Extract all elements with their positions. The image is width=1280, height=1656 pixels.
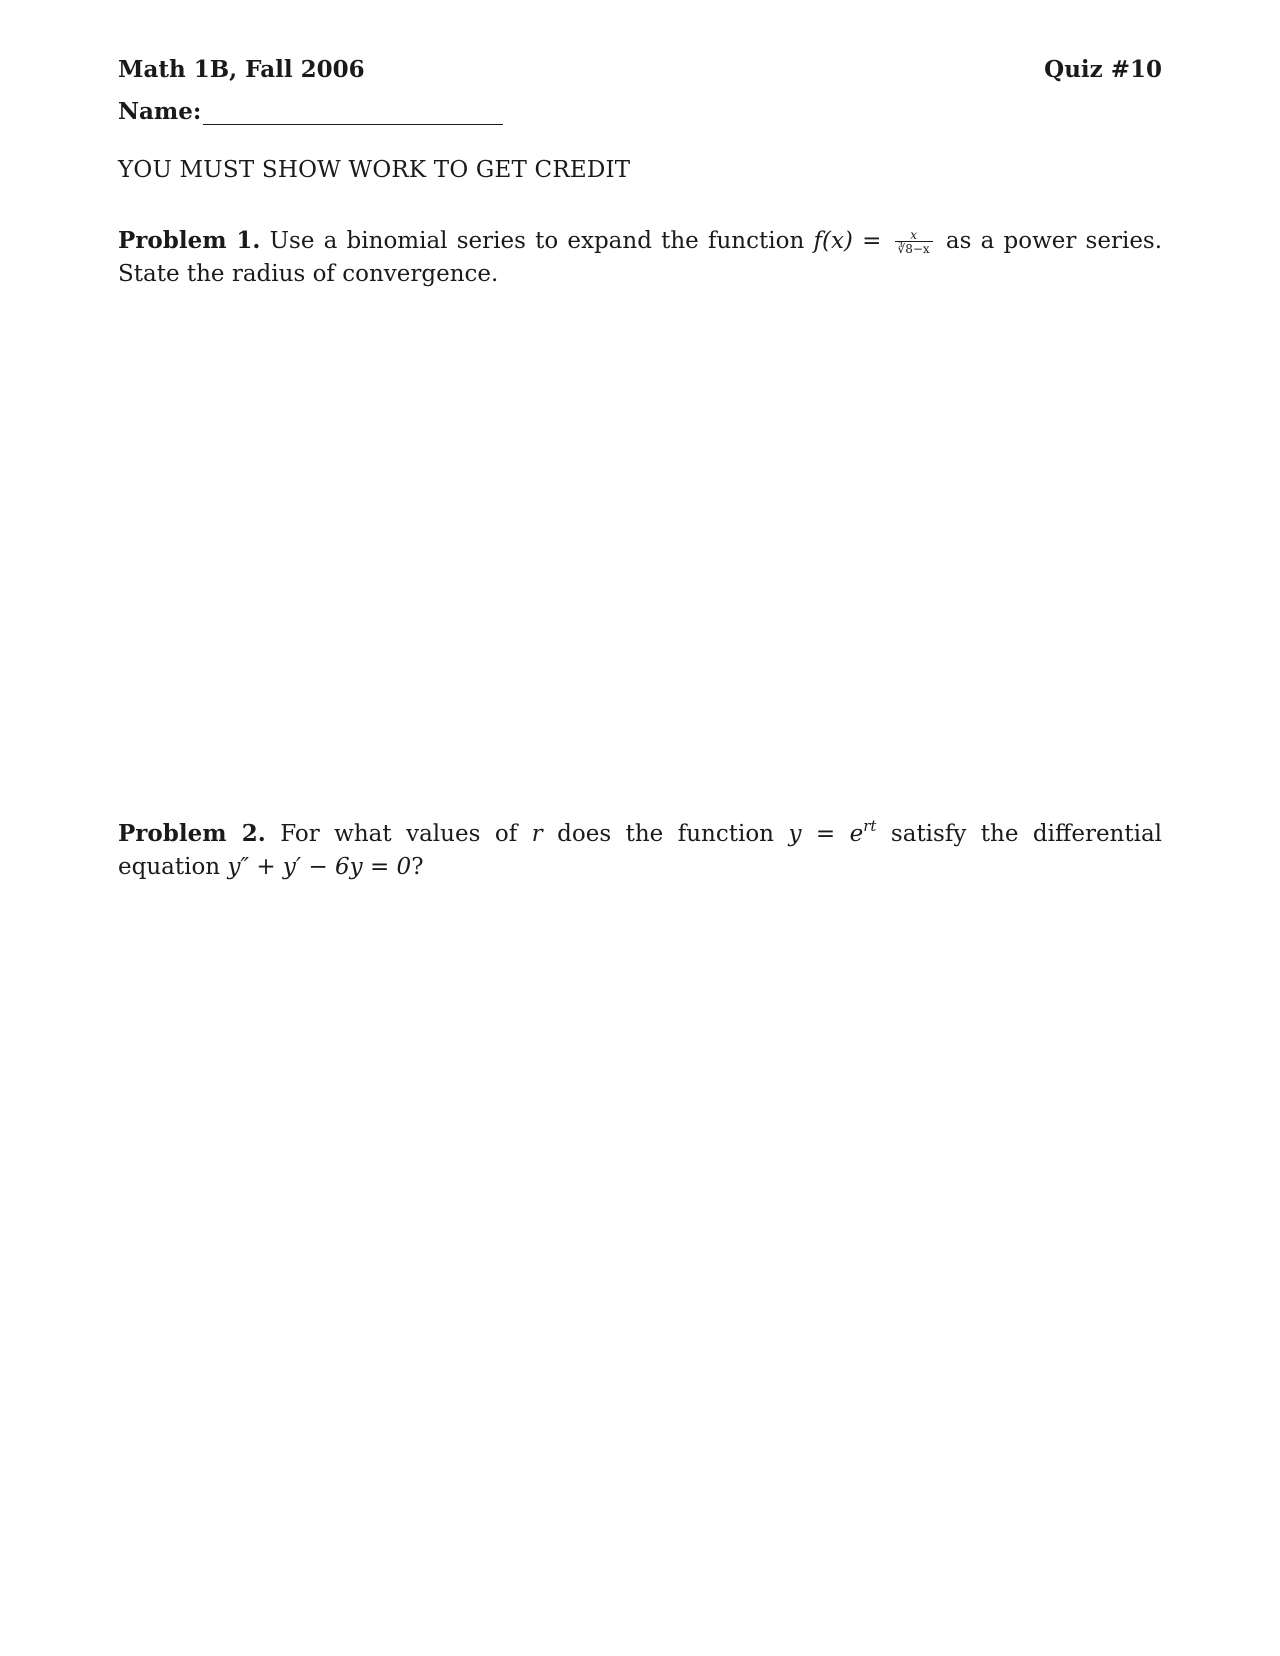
- problem-2-text-a: For what values of: [280, 821, 518, 847]
- problem-1-function: f(x) =: [813, 228, 882, 254]
- problem-1-text-b: as a power series. State the radius of convergence.: [118, 228, 1163, 287]
- fraction-numerator: x: [895, 229, 933, 242]
- course-title: Math 1B, Fall 2006: [118, 56, 365, 83]
- problem-2-text-d: ?: [411, 854, 424, 880]
- problem-1-fraction: [895, 229, 933, 255]
- problem-2-var-r: r: [531, 821, 543, 847]
- problem-2-ode: y″ + y′ − 6y = 0: [227, 854, 412, 880]
- problem-1-text-a: Use a binomial series to expand the function: [269, 228, 805, 254]
- problem-2-equation: [788, 817, 877, 847]
- equation-exponent: rt: [863, 817, 877, 835]
- problem-2-label: Problem 2.: [118, 820, 266, 847]
- name-row: [118, 98, 503, 125]
- equation-lhs: y = e: [788, 821, 864, 847]
- fraction-denominator: ∛8−x: [897, 242, 930, 256]
- problem-1: [118, 224, 1162, 291]
- name-label: Name:: [118, 98, 202, 125]
- problem-2-text-c: satisfy the differential equation: [118, 821, 1163, 880]
- problem-2-text-b: does the function: [557, 821, 774, 847]
- show-work-notice: YOU MUST SHOW WORK TO GET CREDIT: [118, 157, 631, 183]
- problem-1-label: Problem 1.: [118, 227, 261, 254]
- problem-2: [118, 810, 1162, 884]
- name-blank-line[interactable]: [203, 100, 503, 125]
- quiz-number: Quiz #10: [1044, 56, 1162, 83]
